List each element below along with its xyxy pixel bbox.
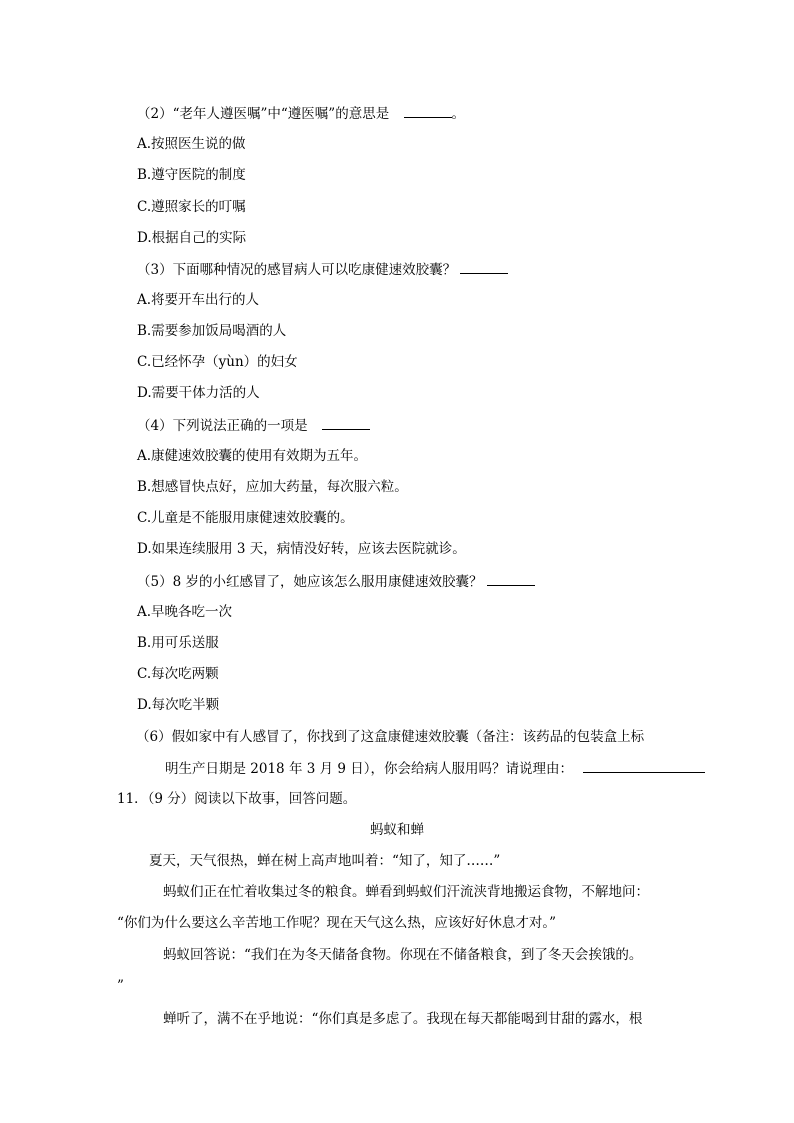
story-paragraph-1: 夏天，天气很热，蝉在树上高声地叫着：“知了，知了……”	[149, 853, 501, 869]
option-4a: A.康健速效胶囊的使用有效期为五年。	[137, 448, 368, 464]
story-paragraph-3-line2: ”	[117, 978, 124, 994]
option-3a: A.将要开车出行的人	[137, 292, 260, 308]
question-4	[137, 416, 370, 435]
option-5d: D.每次吃半颗	[137, 697, 220, 713]
option-3b: B.需要参加饭局喝酒的人	[137, 323, 287, 339]
option-4b: B.想感冒快点好，应加大药量，每次服六粒。	[137, 479, 408, 495]
option-5b: B.用可乐送服	[137, 635, 219, 651]
option-2a: A.按照医生说的做	[137, 136, 246, 152]
story-paragraph-2-line1: 蚂蚁们正在忙着收集过冬的粮食。蝉看到蚂蚁们汗流浃背地搬运食物，不解地问：	[163, 884, 649, 900]
question-3	[137, 260, 508, 279]
question-6-line1: （6）假如家中有人感冒了，你找到了这盒康健速效胶囊（备注：该药品的包装盒上标	[136, 729, 645, 745]
answer-blank-2[interactable]	[404, 104, 452, 118]
question-6-line2	[165, 759, 705, 778]
question-2-stem: （2）“老年人遵医嘱”中“遵医嘱”的意思是	[137, 106, 390, 122]
story-paragraph-3-line1: 蚂蚁回答说：“我们在为冬天储备食物。你现在不储备粮食，到了冬天会挨饿的。	[163, 947, 643, 963]
story-title: 蚂蚁和蝉	[370, 822, 424, 838]
answer-blank-3[interactable]	[460, 260, 508, 274]
question-4-stem: （4）下列说法正确的一项是	[137, 418, 308, 434]
option-4d: D.如果连续服用 3 天，病情没好转，应该去医院就诊。	[137, 541, 466, 557]
question-6-line2-text: 明生产日期是 2018 年 3 月 9 日），你会给病人服用吗？请说理由：	[165, 761, 574, 777]
question-5-stem: （5）8 岁的小红感冒了，她应该怎么服用康健速效胶囊？	[137, 574, 483, 590]
question-2	[137, 104, 465, 123]
answer-blank-6[interactable]	[583, 759, 705, 773]
question-11-header: 11．（9 分）阅读以下故事，回答问题。	[117, 791, 357, 807]
story-paragraph-2-line2: “你们为什么要这么辛苦地工作呢？现在天气这么热，应该好好休息才对。”	[117, 915, 557, 931]
answer-blank-4[interactable]	[322, 416, 370, 430]
option-3c: C.已经怀孕（yùn）的妇女	[137, 354, 298, 370]
question-2-tail: 。	[451, 106, 465, 122]
question-3-stem: （3）下面哪种情况的感冒病人可以吃康健速效胶囊？	[137, 262, 457, 278]
option-4c: C.儿童是不能服用康健速效胶囊的。	[137, 510, 354, 526]
answer-blank-5[interactable]	[487, 572, 535, 586]
option-5a: A.早晚各吃一次	[137, 604, 233, 620]
question-5	[137, 572, 535, 591]
option-2c: C.遵照家长的叮嘱	[137, 199, 246, 215]
option-2d: D.根据自己的实际	[137, 230, 247, 246]
story-paragraph-4: 蝉听了，满不在乎地说：“你们真是多虑了。我现在每天都能喝到甘甜的露水，根	[163, 1011, 643, 1027]
option-3d: D.需要干体力活的人	[137, 385, 260, 401]
option-5c: C.每次吃两颗	[137, 666, 219, 682]
option-2b: B.遵守医院的制度	[137, 167, 246, 183]
